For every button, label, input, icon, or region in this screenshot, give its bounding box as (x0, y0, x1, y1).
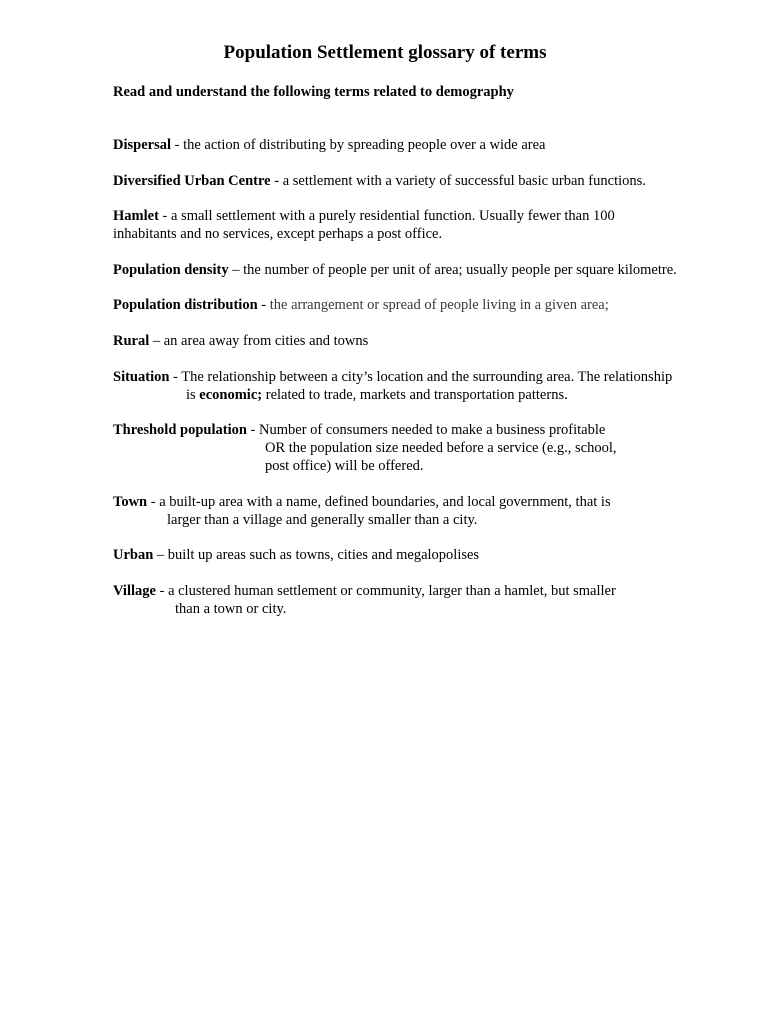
separator: - (270, 173, 283, 189)
definition: Number of consumers needed to make a business profitable (259, 422, 606, 438)
separator: - (257, 297, 270, 313)
definition: a clustered human settlement or community, larger than a hamlet, but smaller (168, 583, 616, 599)
definition: the action of distributing by spreading people over a wide area (183, 137, 546, 153)
definition: the number of people per unit of area; usually people per square kilometre. (243, 262, 677, 278)
glossary-entry-threshold-population (113, 421, 617, 475)
glossary-entry-hamlet (113, 207, 615, 243)
term: Hamlet (113, 208, 159, 224)
instruction-text: Read and understand the following terms related to demography (113, 84, 514, 100)
glossary-entry-village (113, 582, 616, 618)
glossary-entry-town (113, 493, 611, 529)
separator: – (228, 262, 244, 278)
glossary-entry-population-distribution (113, 296, 609, 314)
definition-continued: inhabitants and no services, except perhaps a post office. (113, 226, 443, 242)
separator: - (246, 422, 260, 438)
definition: built up areas such as towns, cities and megalopolises (167, 547, 480, 563)
term: Village (113, 583, 156, 599)
separator: - (158, 208, 171, 224)
term: Dispersal (113, 137, 171, 153)
glossary-entry-urban (113, 546, 479, 564)
definition-continued (113, 386, 672, 404)
definition: an area away from cities and towns (163, 333, 369, 349)
definition: a settlement with a variety of successful basic urban functions. (282, 173, 646, 189)
separator: – (149, 333, 164, 349)
glossary-entry-diversified-urban-centre (113, 172, 646, 190)
term: Urban (113, 547, 154, 563)
definition-continued: OR the population size needed before a service (e.g., school, (265, 440, 617, 456)
definition-continued-start: is (186, 387, 200, 403)
term: Population density (113, 262, 229, 278)
glossary-entry-population-density (113, 261, 677, 279)
separator: - (155, 583, 169, 599)
glossary-entry-dispersal (113, 136, 545, 154)
definition: a small settlement with a purely residential function. Usually fewer than 100 (171, 208, 615, 224)
definition-continued: larger than a village and generally smaller than a city. (167, 512, 478, 528)
separator: – (153, 547, 168, 563)
definition: The relationship between a city’s location and the surrounding area. The relationship (181, 369, 673, 385)
separator: - (171, 137, 184, 153)
glossary-entry-rural (113, 332, 368, 350)
page-title: Population Settlement glossary of terms (223, 42, 547, 63)
definition-continued: than a town or city. (175, 601, 287, 617)
definition: a built-up area with a name, defined boundaries, and local government, that is (159, 494, 611, 510)
term: Diversified Urban Centre (113, 173, 271, 189)
term: Threshold population (113, 422, 247, 438)
term: Town (113, 494, 148, 510)
term: Situation (113, 369, 170, 385)
definition: the arrangement or spread of people living in a given area; (269, 297, 609, 313)
definition-continued: post office) will be offered. (265, 458, 424, 474)
separator: - (147, 494, 160, 510)
term: Population distribution (113, 297, 258, 313)
separator: - (169, 369, 182, 385)
glossary-entry-situation (113, 368, 672, 404)
definition-continued-end: related to trade, markets and transportation patterns. (262, 387, 568, 403)
term: Rural (113, 333, 150, 349)
emphasis-word: economic; (199, 387, 263, 403)
